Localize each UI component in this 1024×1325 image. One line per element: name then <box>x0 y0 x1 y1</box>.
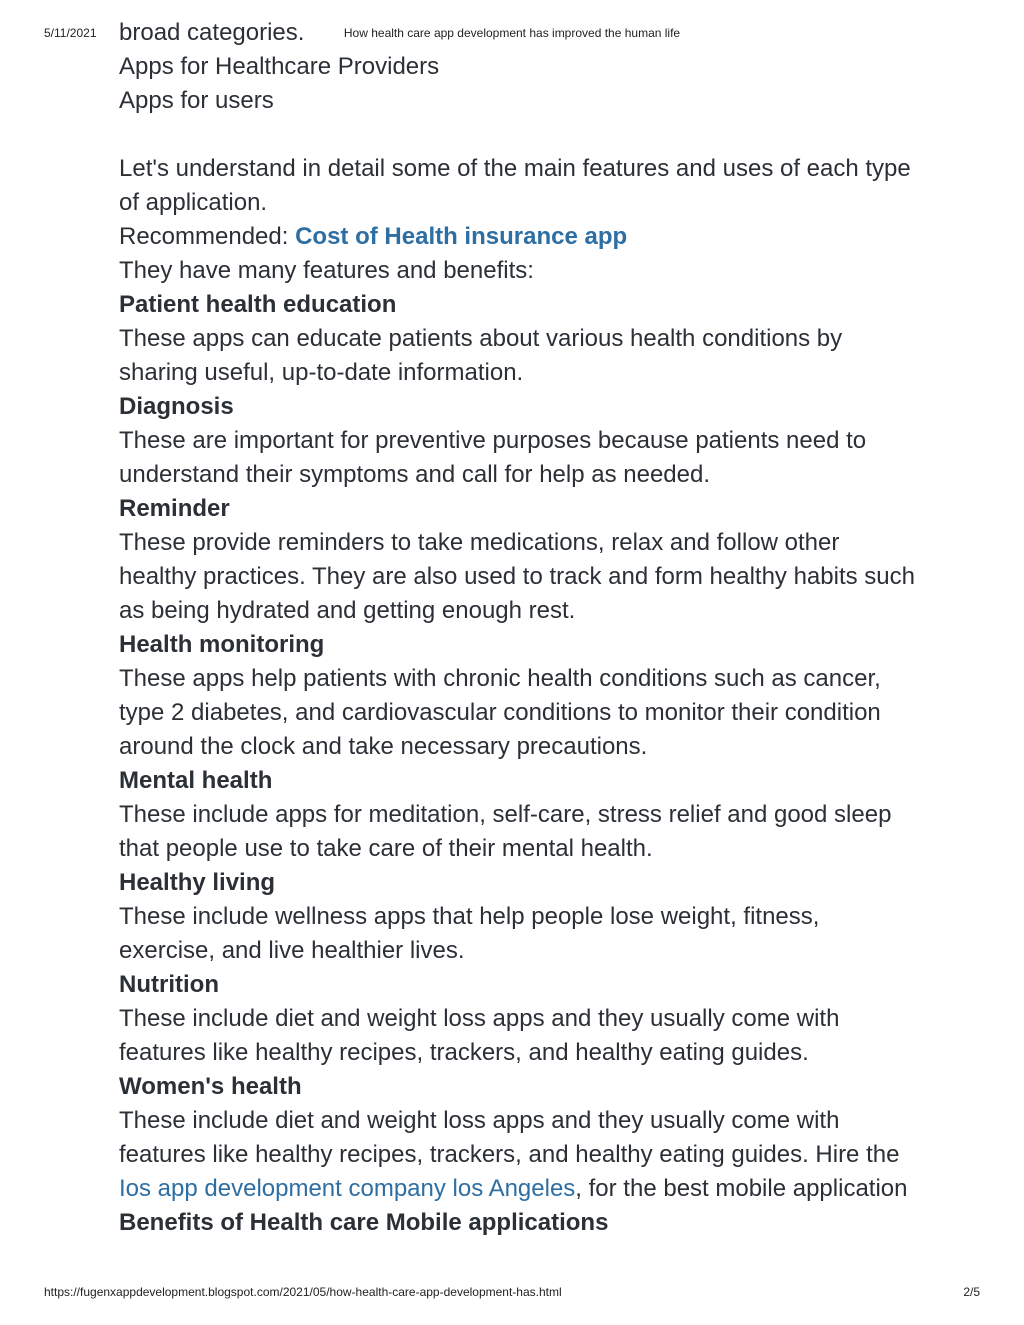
article-content <box>119 19 919 1278</box>
spacer <box>119 118 919 152</box>
intro-paragraph: Let's understand in detail some of the main features and uses of each type of application. <box>119 155 911 216</box>
section-heading: Patient health education <box>119 291 397 318</box>
page-url: https://fugenxappdevelopment.blogspot.com/2021/05/how-health-care-app-development-has.html <box>44 1285 562 1299</box>
features-intro: They have many features and benefits: <box>119 257 534 284</box>
list-item: Apps for Healthcare Providers <box>119 53 440 80</box>
cut-off-text-top: broad categories. <box>119 19 305 46</box>
recommended-prefix: Recommended: <box>119 223 296 250</box>
print-title: How health care app development has improved the human life <box>343 26 681 40</box>
section-heading: Reminder <box>119 495 230 522</box>
ios-company-link[interactable]: Ios app development company los Angeles <box>119 1175 576 1202</box>
page-number: 2/5 <box>963 1285 980 1299</box>
section-heading: Healthy living <box>119 869 276 896</box>
section-heading: Women's health <box>119 1073 302 1100</box>
section-body: These apps can educate patients about various health conditions by sharing useful, up-to-date information. <box>119 325 843 386</box>
section-body: These include apps for meditation, self-care, stress relief and good sleep that people use to take care of their mental health. <box>119 801 892 862</box>
section-heading: Mental health <box>119 767 273 794</box>
cut-off-heading-bottom: Benefits of Health care Mobile applications <box>119 1209 609 1236</box>
print-date: 5/11/2021 <box>44 26 97 40</box>
body-text: , for the best mobile application <box>575 1175 908 1202</box>
section-body: These provide reminders to take medications, relax and follow other healthy practices. They are also used to track and form healthy habits such as being hydrated and getting enough rest. <box>119 529 915 624</box>
section-heading: Health monitoring <box>119 631 325 658</box>
recommended-link[interactable]: Cost of Health insurance app <box>295 223 628 250</box>
section-heading: Diagnosis <box>119 393 234 420</box>
section-body: These include diet and weight loss apps and they usually come with features like healthy recipes, trackers, and healthy eating guides. <box>119 1005 840 1066</box>
section-heading: Nutrition <box>119 971 219 998</box>
section-body: These include wellness apps that help people lose weight, fitness, exercise, and live healthier lives. <box>119 903 820 964</box>
body-text: These include diet and weight loss apps and they usually come with features like healthy recipes, trackers, and healthy eating guides. Hire the <box>119 1107 900 1168</box>
section-body <box>119 1104 919 1206</box>
list-item: Apps for users <box>119 87 274 114</box>
section-body: These apps help patients with chronic health conditions such as cancer, type 2 diabetes, and cardiovascular conditions to monitor their condition around the clock and take necessary precautions. <box>119 665 881 760</box>
recommended-line <box>119 220 919 254</box>
section-body: These are important for preventive purposes because patients need to understand their symptoms and call for help as needed. <box>119 427 867 488</box>
